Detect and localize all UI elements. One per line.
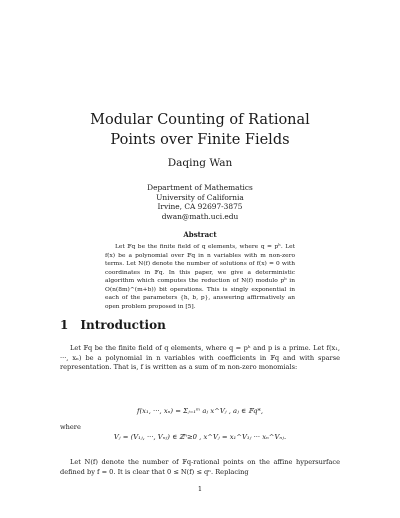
section-number: 1	[60, 318, 69, 332]
page-number: 1	[197, 485, 203, 493]
author-affiliation	[0, 183, 400, 221]
intro-paragraph: Let 𝔽q be the finite field of q elements, where q = pʰ and p is a prime. Let f(x₁, ···, xₙ) be a polynomial in n variables with coefficients in 𝔽q and with sparse representation. That is, f is written as a sum of m non-zero monomials:	[60, 344, 340, 372]
affiliation-department: Department of Mathematics	[147, 183, 253, 192]
author-name: Daqing Wan	[167, 157, 233, 169]
abstract-heading: Abstract	[183, 230, 217, 239]
section-title: Introduction	[80, 318, 166, 332]
author-email: dwan@math.uci.edu	[161, 211, 239, 221]
abstract-text: Let 𝔽q be the finite field of q elements, where q = pʰ. Let f(x) be a polynomial over 𝔽q in n variables with m non-zero terms. Let N(f) denote the number of solutions of f(x) = 0 with coordinates in 𝔽q. In this paper, we give a deterministic algorithm which computes the reduction of N(f) modulo pᵇ in O(n(8m)^(m+b)) bit operations. This is singly exponential in each of the parameters {h, b, p}, answering affirmatively an open problem proposed in [5].	[105, 244, 295, 310]
affiliation-city: Irvine, CA 92697-3875	[157, 202, 243, 212]
second-paragraph: Let N(f) denote the number of 𝔽q-rational points on the affine hypersurface defined by f = 0. It is clear that 0 ≤ N(f) ≤ qⁿ. Replacing	[60, 458, 340, 476]
where-label: where	[60, 423, 81, 431]
affiliation-university: University of California	[156, 192, 244, 202]
section-heading	[60, 318, 166, 332]
paper-title: Modular Counting of Rational Points over Finite Fields	[90, 112, 310, 148]
equation-exponents: Vⱼ = (V₁ⱼ, ···, Vₙⱼ) ∈ ℤⁿ≥0 , x^Vⱼ = x₁^V₁ⱼ ··· xₙ^Vₙⱼ.	[113, 433, 287, 441]
equation-polynomial: f(x₁, ···, xₙ) = Σⱼ₌₁ᵐ aⱼ x^Vⱼ , aⱼ ∈ 𝔽q*,	[136, 407, 263, 415]
